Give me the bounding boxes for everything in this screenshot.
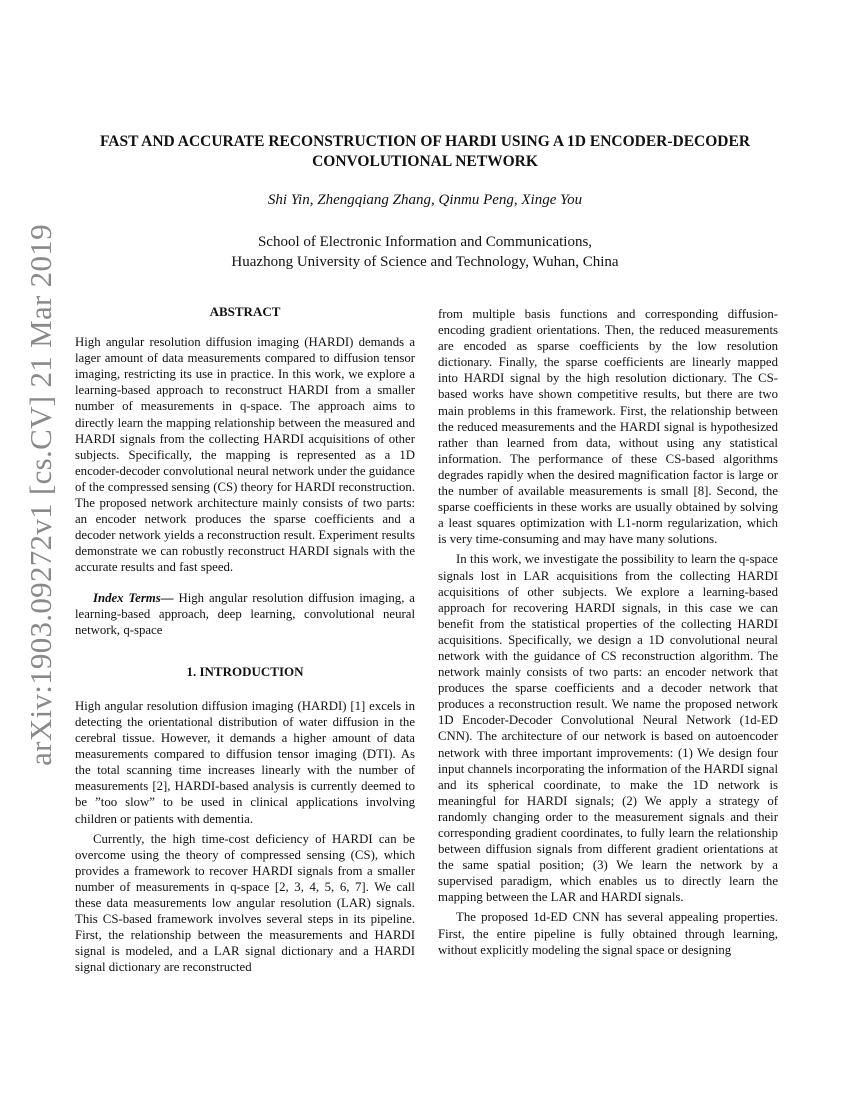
left-column — [75, 304, 415, 975]
right-column — [438, 306, 778, 958]
abstract-text: High angular resolution diffusion imaging (HARDI) demands a lager amount of data measurements compared to diffusion tensor imaging, restricting its use in practice. In this work, we explore a learning-based approach to reconstruct HARDI from a smaller number of measurements in q-space. The approach aims to directly learn the mapping relationship between the measured and HARDI signals from the collecting HARDI acquisitions of other subjects. Specifically, the mapping is represented as a 1D encoder-decoder convolutional neural network under the guidance of the compressed sensing (CS) theory for HARDI reconstruction. The proposed network architecture mainly consists of two parts: an encoder network produces the sparse coefficients and a decoder network yields a reconstruction result. Experiment results demonstrate we can robustly reconstruct HARDI signals with the accurate results and fast speed. — [75, 335, 415, 575]
arxiv-id-text: arXiv:1903.09272v1 [cs.CV] 21 Mar 2019 — [23, 224, 58, 766]
introduction-heading: 1. INTRODUCTION — [186, 663, 304, 679]
index-terms-text: High angular resolution diffusion imaging, a learning-based approach, deep learning, convolutional neural network, q-space — [75, 590, 415, 637]
intro-paragraph-2: Currently, the high time-cost deficiency of HARDI can be overcome using the theory of compressed sensing (CS), which provides a framework to recover HARDI signals from a smaller number of measurements in q-space [2, 3, 4, 5, 6, 7]. We call these data measurements low angular resolution (LAR) signals. This CS-based framework involves several steps in its pipeline. First, the relationship between the measurements and HARDI signal is modeled, and a LAR signal dictionary and a HARDI signal dictionary are reconstructed — [75, 831, 415, 975]
intro-paragraph-1: High angular resolution diffusion imaging (HARDI) [1] excels in detecting the orientational distribution of water diffusion in the cerebral tissue. However, it demands a higher amount of data measurements compared to diffusion tensor imaging (DTI). As the total scanning time increases linearly with the number of measurements [2], HARDI-based analysis is currently deemed to be ”too slow” to be used in clinical applications involving children or patients with dementia. — [75, 698, 415, 826]
affiliation — [75, 232, 775, 272]
title-line-2: CONVOLUTIONAL NETWORK — [312, 153, 538, 170]
index-terms — [75, 590, 415, 638]
authors: Shi Yin, Zhengqiang Zhang, Qinmu Peng, Xinge You — [267, 192, 583, 208]
index-terms-label: Index Terms— — [93, 590, 174, 605]
right-paragraph-1: from multiple basis functions and corresponding diffusion-encoding gradient orientations. Then, the reduced measurements are encoded as sparse coefficients by the low resolution dictionary. Finally, the sparse coefficients are linearly mapped into HARDI signal by the high resolution dictionary. The CS-based works have shown competitive results, but there are two main problems in this framework. First, the relationship between the reduced measurements and the HARDI signal is hypothesized rather than learned from data, without using any statistical information. The performance of these CS-based algorithms degrades rapidly when the desired magnification factor is large or the number of available measurements is small [8]. Second, the sparse coefficients in these works are usually obtained by solving a least squares optimization with L1-norm regularization, which is very time-consuming and may have many solutions. — [438, 307, 778, 547]
right-paragraph-3: The proposed 1d-ED CNN has several appealing properties. First, the entire pipeline is fully obtained through learning, without explicitly modeling the signal space or designing — [438, 910, 778, 957]
abstract-heading: ABSTRACT — [209, 304, 281, 319]
paper-title — [75, 132, 775, 172]
arxiv-identifier — [15, 224, 67, 766]
affiliation-line-2: Huazhong University of Science and Technology, Wuhan, China — [231, 254, 619, 270]
affiliation-line-1: School of Electronic Information and Communications, — [257, 234, 593, 250]
title-line-1: FAST AND ACCURATE RECONSTRUCTION OF HARDI USING A 1D ENCODER-DECODER — [99, 133, 751, 150]
right-paragraph-2: In this work, we investigate the possibility to learn the q-space signals lost in LAR acquisitions from the collecting HARDI acquisitions of other subjects. We explore a learning-based approach for recovering HARDI signals, in this case we can benefit from the statistical properties of the collecting HARDI acquisitions. Specifically, we design a 1D convolutional neural network with the guidance of CS reconstruction algorithm. The network mainly consists of two parts: an encoder network that produces the sparse coefficients and a decoder network that produces a reconstruction result. We name the proposed network 1D Encoder-Decoder Convolutional Neural Network (1d-ED CNN). The architecture of our network is based on autoencoder network with three important improvements: (1) We design four input channels incorporating the information of the HARDI signal and its spherical coordinate, to make the 1D network is meaningful for HARDI signals; (2) We apply a strategy of randomly changing order to the measurement signals and their corresponding gradient coordinates, to fully learn the relationship between diffusion signals from different gradient orientations at the same spatial position; (3) We learn the network by a supervised paradigm, which enables us to directly learn the mapping between the LAR and HARDI signals. — [438, 552, 778, 905]
